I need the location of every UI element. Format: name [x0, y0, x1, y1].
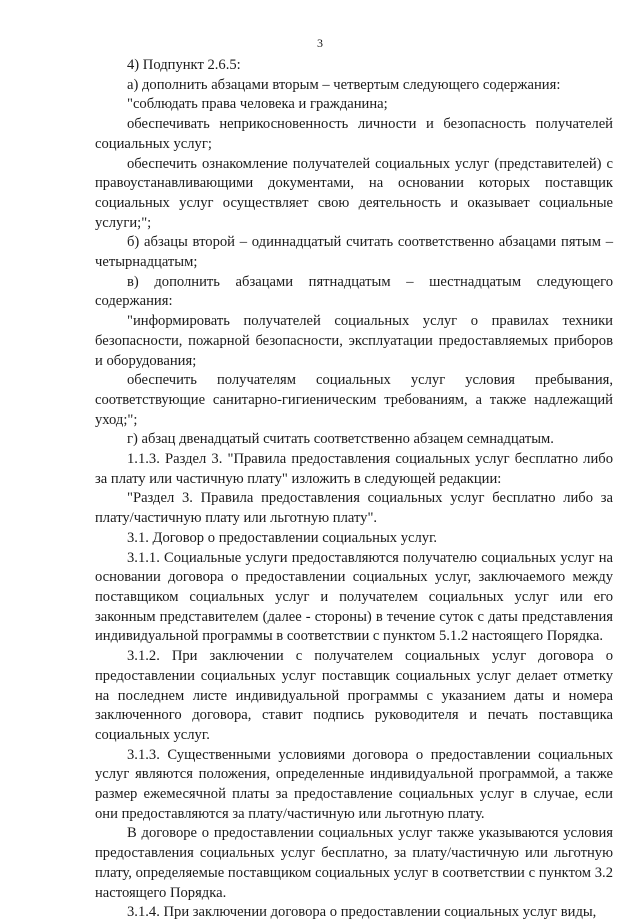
paragraph: обеспечивать неприкосновенность личности и безопасность получателей социальных услуг;	[95, 116, 613, 152]
paragraph: "соблюдать права человека и гражданина;	[127, 96, 388, 113]
paragraph: в) дополнить абзацами пятнадцатым – шестнадцатым следующего содержания:	[95, 273, 613, 310]
paragraph: 3.1. Договор о предоставлении социальных услуг.	[127, 529, 438, 546]
paragraph: обеспечить получателям социальных услуг условия пребывания, соответствующие санитарно-гигиеническим требованиям, а также надлежащий уход;";	[95, 372, 613, 428]
paragraph: 3.1.3. Существенными условиями договора о предоставлении социальных услуг являются положения, определенные индивидуальной программой, а также размер ежемесячной платы за предоставление социальных услуг в случае, если они предоставляются за плату/частичную или льготную плату.	[95, 746, 613, 822]
paragraph: 3.1.2. При заключении с получателем социальных услуг договора о предоставлении социальных услуг поставщик социальных услуг делает отметку на последнем листе индивидуальной программы с указанием даты и номера заключенного договора, ставит подпись руководителя и печать поставщика социальных услуг.	[95, 648, 613, 743]
paragraph: а) дополнить абзацами вторым – четвертым следующего содержания:	[127, 76, 561, 93]
paragraph: В договоре о предоставлении социальных услуг также указываются условия предоставления социальных услуг бесплатно, за плату/частичную или льготную плату, определяемые поставщиком социальных услуг в соответствии с пунктом 3.2 настоящего Порядка.	[95, 825, 613, 901]
paragraph: б) абзацы второй – одиннадцатый считать соответственно абзацами пятым – четырнадцатым;	[95, 234, 613, 271]
paragraph: "Раздел 3. Правила предоставления социальных услуг бесплатно либо за плату/частичную плату или льготную плату".	[95, 490, 613, 527]
paragraph: 3.1.1. Социальные услуги предоставляются получателю социальных услуг на основании договора о предоставлении социальных услуг, заключаемого между поставщиком социальных услуг и получателем социальных услуг или его законным представителем (далее - стороны) в течение суток с даты представления индивидуальной программы в соответствии с пунктом 5.1.2 настоящего Порядка.	[95, 549, 613, 645]
paragraph: 3.1.4. При заключении договора о предоставлении социальных услуг виды,	[127, 904, 597, 921]
paragraph: г) абзац двенадцатый считать соответственно абзацем семнадцатым.	[127, 431, 554, 448]
paragraph: 1.1.3. Раздел 3. "Правила предоставления социальных услуг бесплатно либо за плату или частичную плату" изложить в следующей редакции:	[95, 451, 613, 487]
paragraph: обеспечить ознакомление получателей социальных услуг (представителей) с правоустанавливающими документами, на основании которых поставщик социальных услуг осуществляет свою деятельность и оказывает социальные услуги;";	[95, 155, 613, 231]
paragraph: 4) Подпункт 2.6.5:	[127, 57, 241, 73]
paragraph: "информировать получателей социальных услуг о правилах техники безопасности, пожарной безопасности, эксплуатации предоставляемых приборов и оборудования;	[95, 313, 613, 369]
page-number: 3	[317, 36, 323, 50]
document-body	[95, 56, 613, 923]
